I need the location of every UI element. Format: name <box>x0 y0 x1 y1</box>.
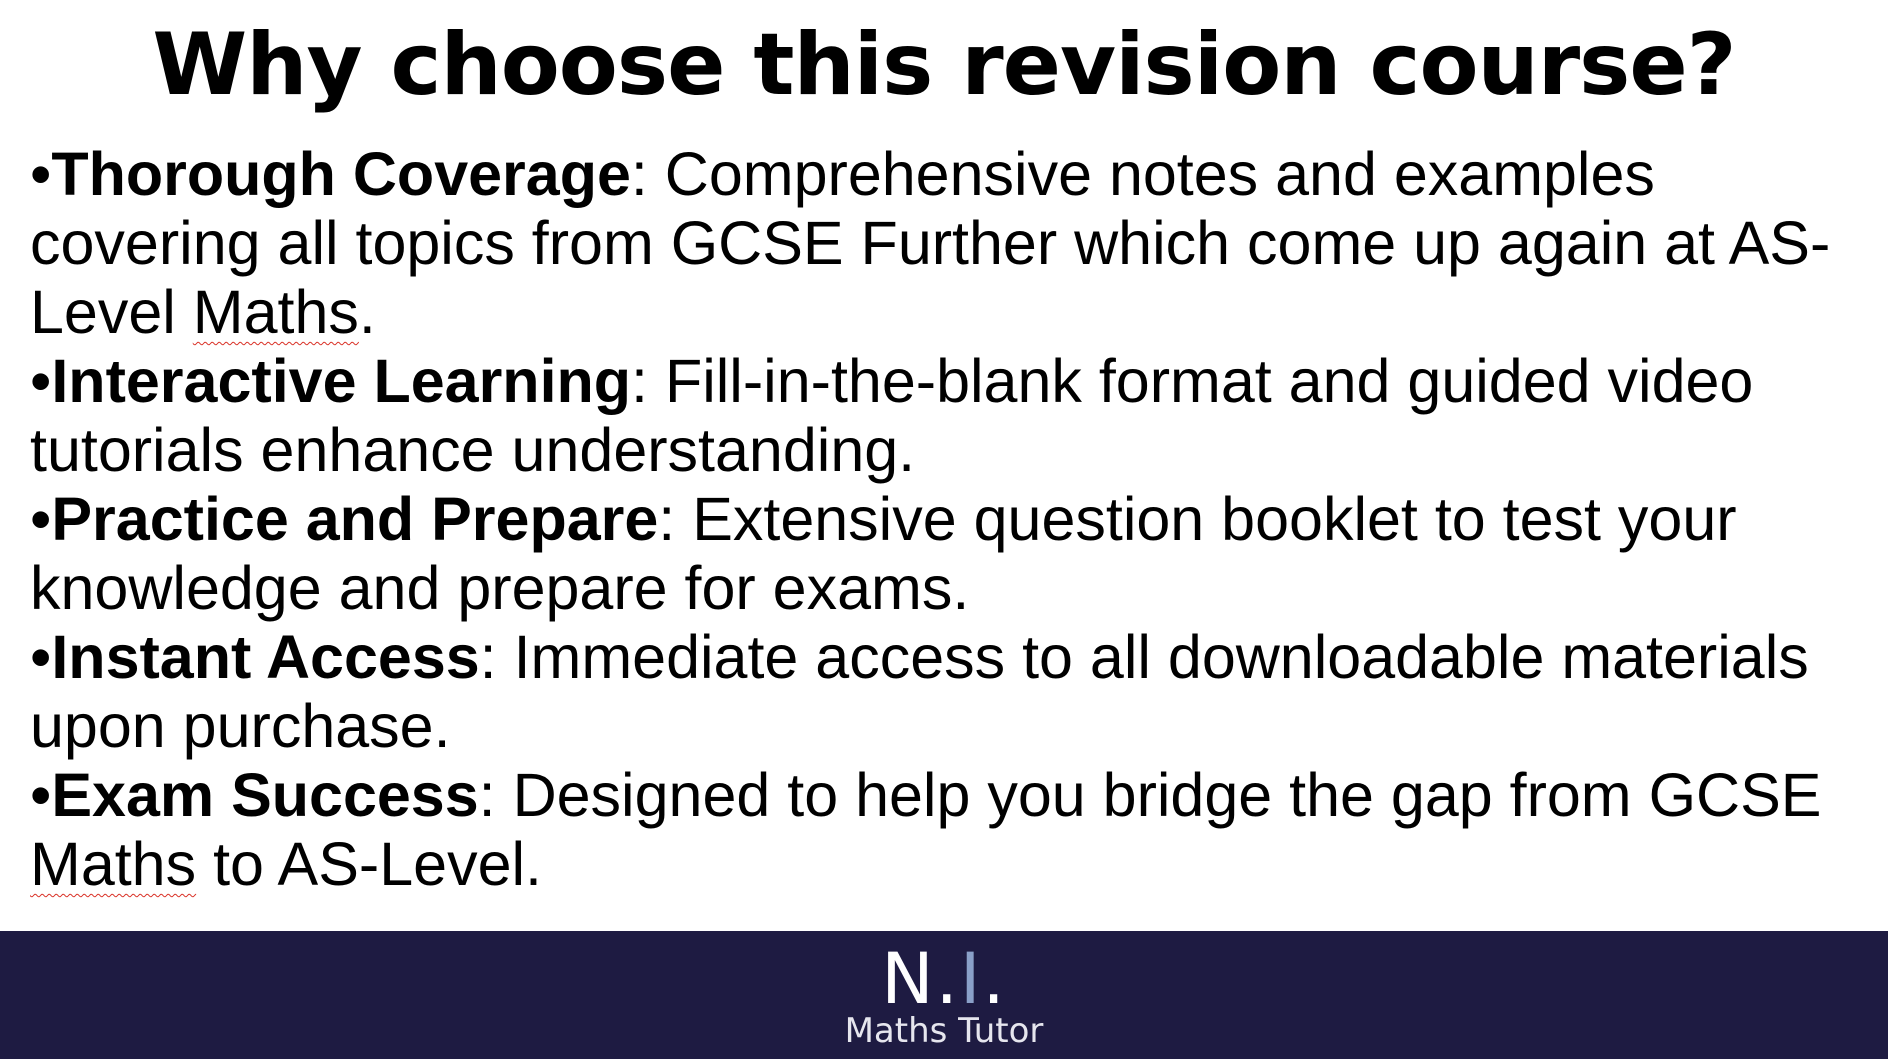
logo-subtitle: Maths Tutor <box>844 1011 1044 1051</box>
logo-letter-n: N. <box>881 938 960 1020</box>
list-item <box>30 485 1860 623</box>
feature-term: Exam Success <box>51 761 479 829</box>
feature-description: : Fill-in-the-blank format and guided video tutorials enhance understanding. <box>30 347 1754 484</box>
feature-description: : Immediate access to all downloadable materials upon purchase. <box>30 623 1809 760</box>
list-item <box>30 623 1860 761</box>
brand-logo <box>0 931 1888 1059</box>
list-item <box>30 140 1860 347</box>
logo-mark <box>0 939 1888 1019</box>
feature-description: : Comprehensive notes and examples covering all topics from GCSE Further which come up again at AS-Level <box>30 140 1831 346</box>
feature-description: : Extensive question booklet to test your knowledge and prepare for exams. <box>30 485 1737 622</box>
slide-title: Why choose this revision course? <box>152 15 1736 115</box>
bullet-icon: • <box>30 140 52 208</box>
feature-description-end: . <box>358 278 376 346</box>
feature-description-end: to AS-Level. <box>196 830 542 898</box>
spellcheck-flagged-word: Maths <box>30 830 197 898</box>
feature-term: Practice and Prepare <box>51 485 659 553</box>
bullet-icon: • <box>30 761 52 829</box>
bullet-icon: • <box>30 485 52 553</box>
feature-term: Instant Access <box>51 623 480 691</box>
feature-description: : Designed to help you bridge the gap from GCSE <box>478 761 1822 829</box>
logo-dot: . <box>982 938 1007 1020</box>
feature-term: Interactive Learning <box>51 347 632 415</box>
feature-list <box>30 140 1860 899</box>
list-item <box>30 347 1860 485</box>
feature-term: Thorough Coverage <box>51 140 631 208</box>
footer-banner <box>0 931 1888 1059</box>
bullet-icon: • <box>30 623 52 691</box>
list-item <box>30 761 1860 899</box>
spellcheck-flagged-word: Maths <box>192 278 359 346</box>
logo-letter-i: I <box>959 938 983 1020</box>
bullet-icon: • <box>30 347 52 415</box>
